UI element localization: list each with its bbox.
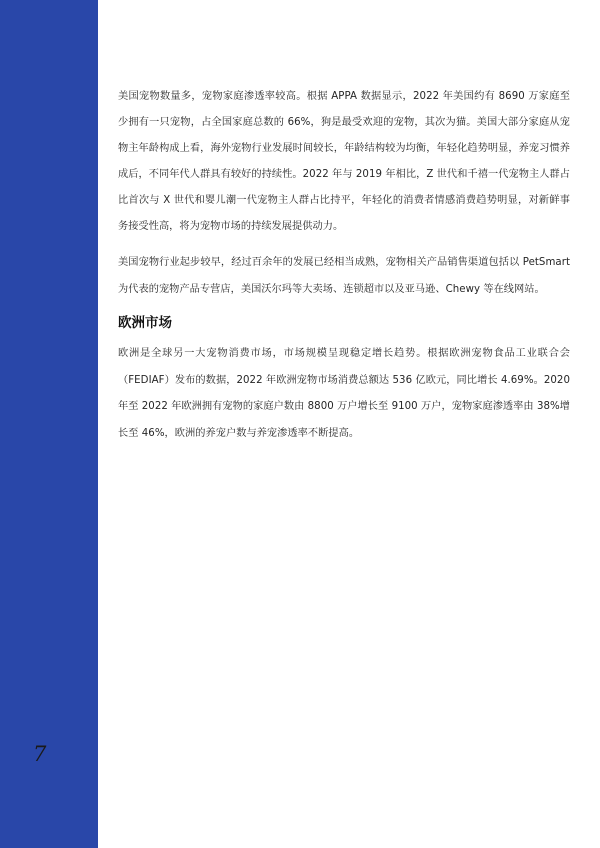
paragraph-europe-market: 欧洲是全球另一大宠物消费市场，市场规模呈现稳定增长趋势。根据欧洲宠物食品工业联合会（FEDIAF）发布的数据，2022 年欧洲宠物市场消费总额达 536 亿欧元，同比增长 4.69%。2020 年至 2022 年欧洲拥有宠物的家庭户数由 8800 万户增长至 9100 万户，宠物家庭渗透率由 38%增长至 46%，欧洲的养宠户数与养宠渗透率不断提高。 <box>118 348 570 439</box>
paragraph-us-pet-ownership: 美国宠物数量多，宠物家庭渗透率较高。根据 APPA 数据显示，2022 年美国约有 8690 万家庭至少拥有一只宠物，占全国家庭总数的 66%，狗是最受欢迎的宠物，其次为猫。美国大部分家庭从宠物主年龄构成上看，海外宠物行业发展时间较长，年龄结构较为均衡，年轻化趋势明显，养宠习惯养成后，不同年代人群具有较好的持续性。2022 年与 2019 年相比，Z 世代和千禧一代宠物主人群占比首次与 X 世代和婴儿潮一代宠物主人群占比持平，年轻化的消费者情感消费趋势明显，对新鲜事务接受性高，将为宠物市场的持续发展提供动力。 <box>118 91 570 232</box>
article-body <box>118 84 570 457</box>
section-heading-europe: 欧洲市场 <box>118 315 172 331</box>
side-color-band <box>0 0 98 848</box>
paragraph-us-sales-channels: 美国宠物行业起步较早，经过百余年的发展已经相当成熟，宠物相关产品销售渠道包括以 PetSmart 为代表的宠物产品专营店，美国沃尔玛等大卖场、连锁超市以及亚马逊、Chewy 等在线网站。 <box>118 257 570 295</box>
page-number: 7 <box>33 742 47 766</box>
